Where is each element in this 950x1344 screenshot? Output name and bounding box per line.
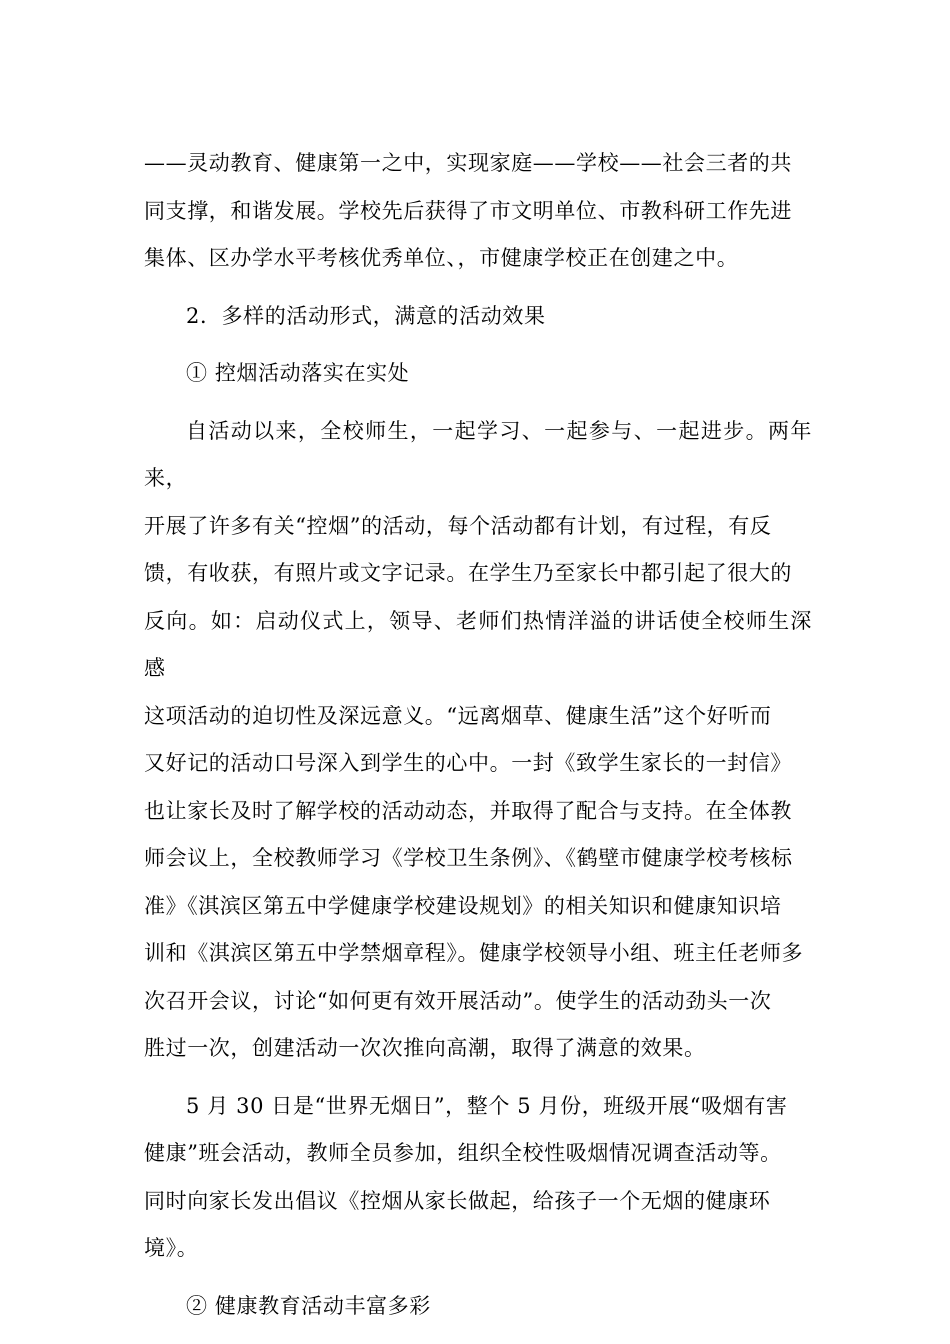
text-line: ① 控烟活动落实在实处 bbox=[186, 361, 410, 385]
text-line: 馈，有收获，有照片或文字记录。在学生乃至家长中都引起了很大的 bbox=[144, 561, 792, 585]
text-line: 次召开会议，讨论“如何更有效开展活动”。使学生的活动劲头一次 bbox=[144, 988, 772, 1013]
paragraph-world-no-tobacco-day bbox=[144, 1083, 812, 1273]
document-body bbox=[144, 140, 812, 1330]
subheading-health-education bbox=[144, 1283, 812, 1331]
text-line: 师会议上，全校教师学习《学校卫生条例》、《鹤壁市健康学校考核标 bbox=[144, 846, 793, 870]
subheading-tobacco-control bbox=[144, 350, 812, 398]
paragraph-school-development bbox=[144, 140, 812, 283]
text-line: 集体、区办学水平考核优秀单位、，市健康学校正在创建之中。 bbox=[144, 246, 739, 270]
text-line: 又好记的活动口号深入到学生的心中。一封《致学生家长的一封信》 bbox=[144, 751, 792, 775]
text-line: 自活动以来，全校师生，一起学习、一起参与、一起进步。两年来， bbox=[144, 418, 812, 490]
text-line: 反向。如：启动仪式上，领导、老师们热情洋溢的讲话使全校师生深感 bbox=[144, 608, 812, 680]
section-heading-activities bbox=[144, 293, 812, 341]
text-line: 胜过一次，创建活动一次次推向高潮，取得了满意的效果。 bbox=[144, 1036, 706, 1060]
paragraph-tobacco-activities bbox=[144, 408, 812, 1073]
text-line: 开展了许多有关“控烟”的活动，每个活动都有计划，有过程，有反 bbox=[144, 513, 772, 538]
text-line: ② 健康教育活动丰富多彩 bbox=[186, 1293, 431, 1318]
text-line: 同支撑，和谐发展。学校先后获得了市文明单位、市教科研工作先进 bbox=[144, 198, 792, 223]
text-line: 同时向家长发出倡议《控烟从家长做起，给孩子一个无烟的健康环 bbox=[144, 1188, 771, 1213]
text-line: 这项活动的迫切性及深远意义。“远离烟草、健康生活”这个好听而 bbox=[144, 703, 772, 728]
text-line: ——灵动教育、健康第一之中，实现家庭——学校——社会三者的共 bbox=[144, 151, 792, 175]
text-line: 5 月 30 日是“世界无烟日”，整个 5 月份，班级开展“吸烟有害 bbox=[186, 1093, 788, 1118]
text-line: 健康”班会活动，教师全员参加，组织全校性吸烟情况调查活动等。 bbox=[144, 1141, 782, 1165]
text-line: 2．多样的活动形式，满意的活动效果 bbox=[186, 303, 546, 328]
text-line: 准》《淇滨区第五中学健康学校建设规划》的相关知识和健康知识培 bbox=[144, 893, 782, 918]
text-line: 也让家长及时了解学校的活动动态，并取得了配合与支持。在全体教 bbox=[144, 798, 792, 823]
text-line: 训和《淇滨区第五中学禁烟章程》。健康学校领导小组、班主任老师多 bbox=[144, 941, 804, 965]
text-line: 境》。 bbox=[144, 1236, 199, 1260]
